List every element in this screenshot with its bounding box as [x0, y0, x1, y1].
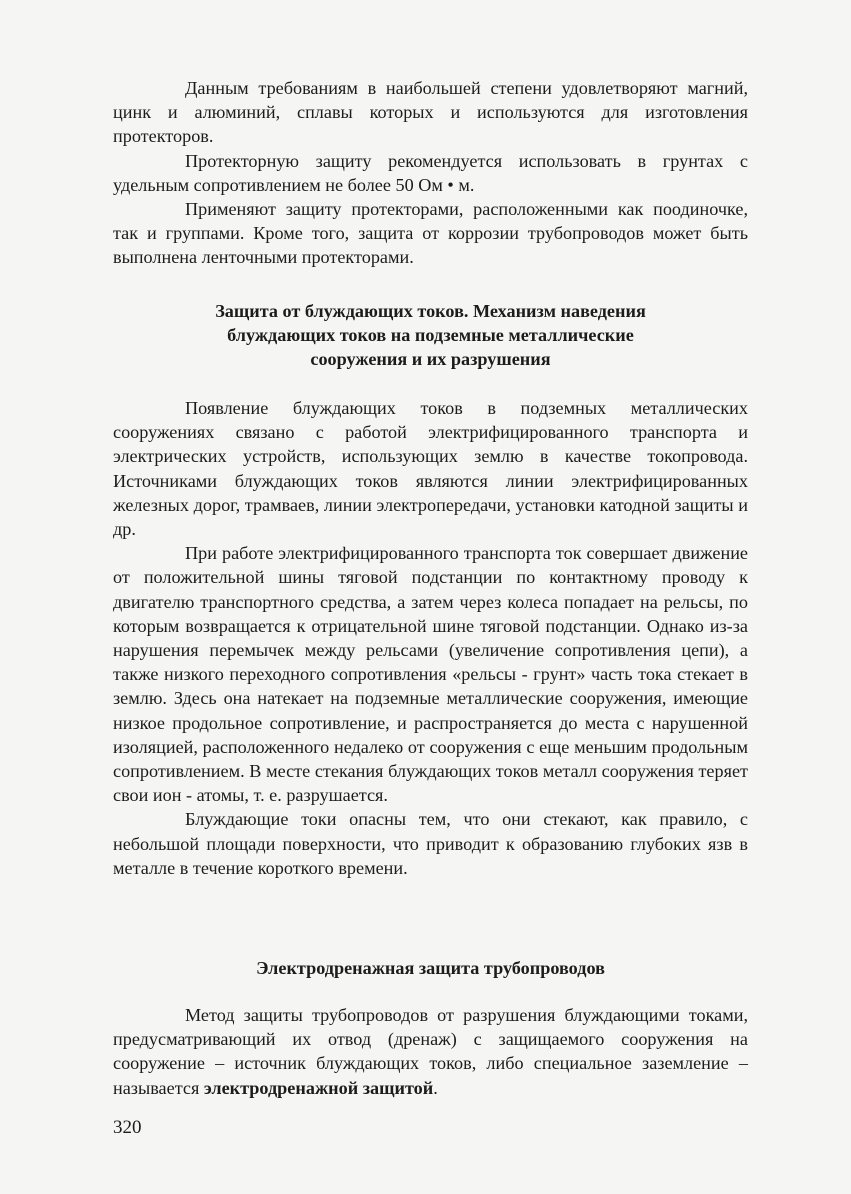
paragraph-materials: Данным требованиям в наибольшей степени удовлетворяют магний, цинк и алюминий, сплавы которых и используются для изготовления протекторов. — [113, 78, 748, 147]
definition-end: . — [433, 1077, 438, 1098]
stray-currents-text-block — [113, 396, 748, 880]
paragraph-stray-origin: Появление блуждающих токов в подземных металлических сооружениях связано с работой электрифицированного транспорта и электрических устройств, использующих землю в качестве токопровода. Источниками блуждающих токов являются линии электрифицированных железных дорог, трамваев, линии электропередачи, установки катодной защиты и др. — [113, 398, 748, 540]
section-heading-drainage: Электродренажная защита трубопроводов — [256, 958, 605, 978]
paragraph-soil-resistance: Протекторную защиту рекомендуется использовать в грунтах с удельным сопротивлением не более 50 Ом • м. — [113, 150, 748, 195]
heading-line: сооружения и их разрушения — [310, 349, 551, 370]
drainage-text-block — [113, 1003, 748, 1100]
defined-term: электродренажной защитой — [203, 1077, 434, 1098]
paragraph-transport-current: При работе электрифицированного транспорта ток совершает движение от положительной шины тяговой подстанции по контактному проводу к двигателю транспортного средства, а затем через колеса попадает на рельсы, по которым возвращается к отрицательной шине тяговой подстанции. Однако из-за нарушения перемычек между рельсами (увеличение сопротивления цепи), а также низкого переходного сопротивления «рельсы - грунт» часть тока стекает в землю. Здесь она натекает на подземные металлические сооружения, имеющие низкое продольное сопротивление, и распространяется до места с нарушенной изоляцией, расположенного недалеко от сооружения с еще меньшим продольным сопротивлением. В месте стекания блуждающих токов металл сооружения теряет свои ион - атомы, т. е. разрушается. — [113, 543, 748, 806]
paragraph-danger: Блуждающие токи опасны тем, что они стекают, как правило, с небольшой площади поверхности, что приводит к образованию глубоких язв в металле в течение короткого времени. — [113, 809, 748, 878]
page-number: 320 — [113, 1117, 142, 1138]
intro-text-block — [113, 76, 748, 270]
definition-text: Метод защиты трубопроводов от разрушения блуждающими токами, предусматривающий их отвод (дренаж) с защищаемого сооружения на сооружение – источник блуждающих токов, либо специальное заземление – называется — [113, 1005, 748, 1098]
heading-line: блуждающих токов на подземные металлические — [227, 325, 634, 346]
paragraph-drainage-definition — [113, 1003, 748, 1100]
section-heading-stray-currents — [113, 299, 748, 372]
heading-line: Защита от блуждающих токов. Механизм наведения — [215, 301, 646, 321]
paragraph-protector-groups: Применяют защиту протекторами, расположенными как поодиночке, так и группами. Кроме того, защита от коррозии трубопроводов может быть выполнена ленточными протекторами. — [113, 199, 748, 268]
